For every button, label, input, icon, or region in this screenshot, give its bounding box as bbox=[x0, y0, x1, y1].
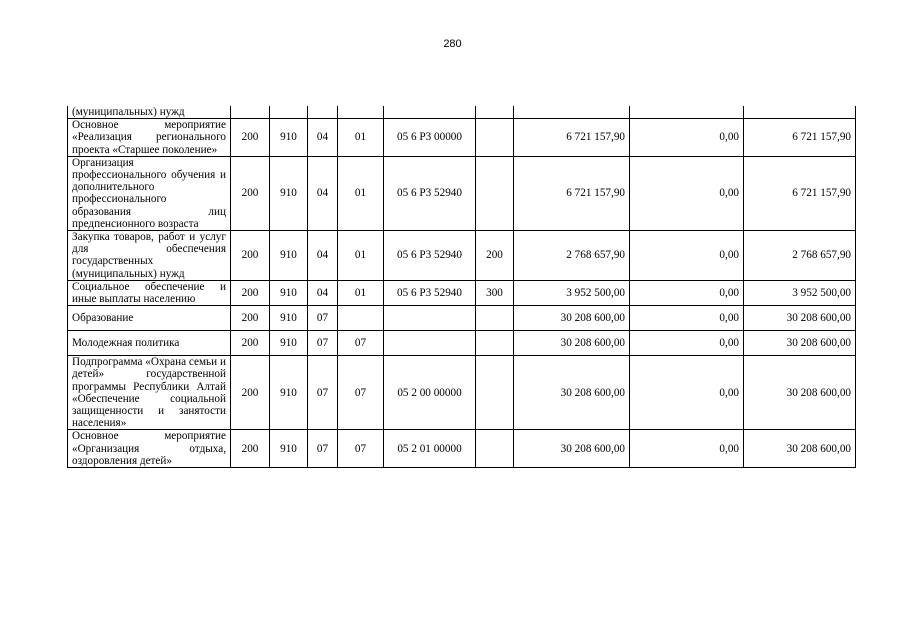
cell-code bbox=[384, 331, 476, 356]
row-name: Основное мероприятие «Реализация регионального проекта «Старшее поколение» bbox=[68, 119, 231, 157]
cell-code: 07 bbox=[338, 331, 384, 356]
cell-amount: 6 721 157,90 bbox=[514, 119, 630, 157]
cell-code bbox=[270, 106, 308, 119]
cell-code bbox=[476, 106, 514, 119]
cell-code: 01 bbox=[338, 156, 384, 230]
table-body bbox=[68, 106, 856, 468]
cell-code bbox=[338, 106, 384, 119]
cell-code: 05 6 P3 52940 bbox=[384, 280, 476, 305]
table-row bbox=[68, 119, 856, 157]
cell-amount: 0,00 bbox=[630, 306, 744, 331]
page-number: 280 bbox=[443, 38, 462, 50]
cell-code: 200 bbox=[231, 356, 270, 430]
cell-amount: 0,00 bbox=[630, 356, 744, 430]
cell-code: 200 bbox=[231, 280, 270, 305]
cell-code bbox=[384, 106, 476, 119]
cell-code: 200 bbox=[231, 306, 270, 331]
row-name: Организация профессионального обучения и дополнительного профессионального образования лиц предпенсионного возраста bbox=[68, 156, 231, 230]
cell-code: 01 bbox=[338, 280, 384, 305]
cell-amount: 30 208 600,00 bbox=[744, 356, 856, 430]
cell-amount bbox=[630, 106, 744, 119]
cell-amount: 30 208 600,00 bbox=[514, 331, 630, 356]
row-name: Образование bbox=[68, 306, 231, 331]
table-row bbox=[68, 331, 856, 356]
cell-code: 07 bbox=[338, 430, 384, 468]
cell-code: 07 bbox=[308, 356, 338, 430]
table-row bbox=[68, 280, 856, 305]
cell-code: 07 bbox=[308, 430, 338, 468]
row-name: Социальное обеспечение и иные выплаты населению bbox=[68, 280, 231, 305]
cell-code: 910 bbox=[270, 156, 308, 230]
cell-code: 910 bbox=[270, 331, 308, 356]
table-row bbox=[68, 156, 856, 230]
cell-code: 200 bbox=[231, 119, 270, 157]
cell-amount: 30 208 600,00 bbox=[744, 306, 856, 331]
cell-code: 200 bbox=[231, 231, 270, 281]
table-row bbox=[68, 356, 856, 430]
row-name: Подпрограмма «Охрана семьи и детей» государственной программы Республики Алтай «Обеспечение социальной защищенности и занятости населения» bbox=[68, 356, 231, 430]
cell-code: 05 2 01 00000 bbox=[384, 430, 476, 468]
cell-code: 05 6 P3 52940 bbox=[384, 156, 476, 230]
cell-code: 300 bbox=[476, 280, 514, 305]
cell-code: 07 bbox=[308, 306, 338, 331]
cell-code bbox=[476, 119, 514, 157]
cell-code: 910 bbox=[270, 356, 308, 430]
table-row bbox=[68, 306, 856, 331]
cell-amount: 2 768 657,90 bbox=[744, 231, 856, 281]
cell-amount: 6 721 157,90 bbox=[514, 156, 630, 230]
cell-code: 200 bbox=[231, 430, 270, 468]
table-row bbox=[68, 231, 856, 281]
cell-code bbox=[384, 306, 476, 331]
cell-code: 01 bbox=[338, 231, 384, 281]
cell-amount: 0,00 bbox=[630, 231, 744, 281]
cell-amount: 6 721 157,90 bbox=[744, 156, 856, 230]
cell-code: 07 bbox=[338, 356, 384, 430]
cell-amount: 3 952 500,00 bbox=[514, 280, 630, 305]
cell-amount: 2 768 657,90 bbox=[514, 231, 630, 281]
cell-amount: 30 208 600,00 bbox=[744, 430, 856, 468]
cell-code: 200 bbox=[476, 231, 514, 281]
cell-code bbox=[476, 430, 514, 468]
table-row bbox=[68, 430, 856, 468]
cell-code bbox=[476, 306, 514, 331]
budget-table bbox=[67, 106, 856, 468]
cell-code: 04 bbox=[308, 156, 338, 230]
cell-amount bbox=[744, 106, 856, 119]
cell-code bbox=[308, 106, 338, 119]
cell-code: 04 bbox=[308, 231, 338, 281]
cell-code bbox=[476, 156, 514, 230]
cell-amount: 0,00 bbox=[630, 280, 744, 305]
cell-code: 910 bbox=[270, 231, 308, 281]
cell-code: 910 bbox=[270, 119, 308, 157]
row-name: Основное мероприятие «Организация отдыха, оздоровления детей» bbox=[68, 430, 231, 468]
cell-code: 04 bbox=[308, 280, 338, 305]
cell-code: 910 bbox=[270, 280, 308, 305]
cell-code: 04 bbox=[308, 119, 338, 157]
row-name: (муниципальных) нужд bbox=[68, 106, 231, 119]
row-name: Закупка товаров, работ и услуг для обеспечения государственных (муниципальных) нужд bbox=[68, 231, 231, 281]
cell-code: 07 bbox=[308, 331, 338, 356]
cell-amount: 0,00 bbox=[630, 430, 744, 468]
cell-code: 01 bbox=[338, 119, 384, 157]
row-name: Молодежная политика bbox=[68, 331, 231, 356]
cell-amount: 30 208 600,00 bbox=[514, 430, 630, 468]
cell-amount: 30 208 600,00 bbox=[514, 306, 630, 331]
cell-amount: 30 208 600,00 bbox=[744, 331, 856, 356]
table-row bbox=[68, 106, 856, 119]
cell-code: 910 bbox=[270, 430, 308, 468]
cell-code: 200 bbox=[231, 331, 270, 356]
cell-amount: 30 208 600,00 bbox=[514, 356, 630, 430]
cell-code: 05 6 P3 00000 bbox=[384, 119, 476, 157]
cell-code: 05 6 P3 52940 bbox=[384, 231, 476, 281]
cell-code bbox=[231, 106, 270, 119]
cell-code: 200 bbox=[231, 156, 270, 230]
cell-amount: 6 721 157,90 bbox=[744, 119, 856, 157]
cell-code: 05 2 00 00000 bbox=[384, 356, 476, 430]
cell-amount: 0,00 bbox=[630, 119, 744, 157]
cell-amount bbox=[514, 106, 630, 119]
cell-amount: 0,00 bbox=[630, 331, 744, 356]
cell-code bbox=[476, 356, 514, 430]
cell-code bbox=[476, 331, 514, 356]
cell-amount: 3 952 500,00 bbox=[744, 280, 856, 305]
cell-code bbox=[338, 306, 384, 331]
cell-amount: 0,00 bbox=[630, 156, 744, 230]
cell-code: 910 bbox=[270, 306, 308, 331]
